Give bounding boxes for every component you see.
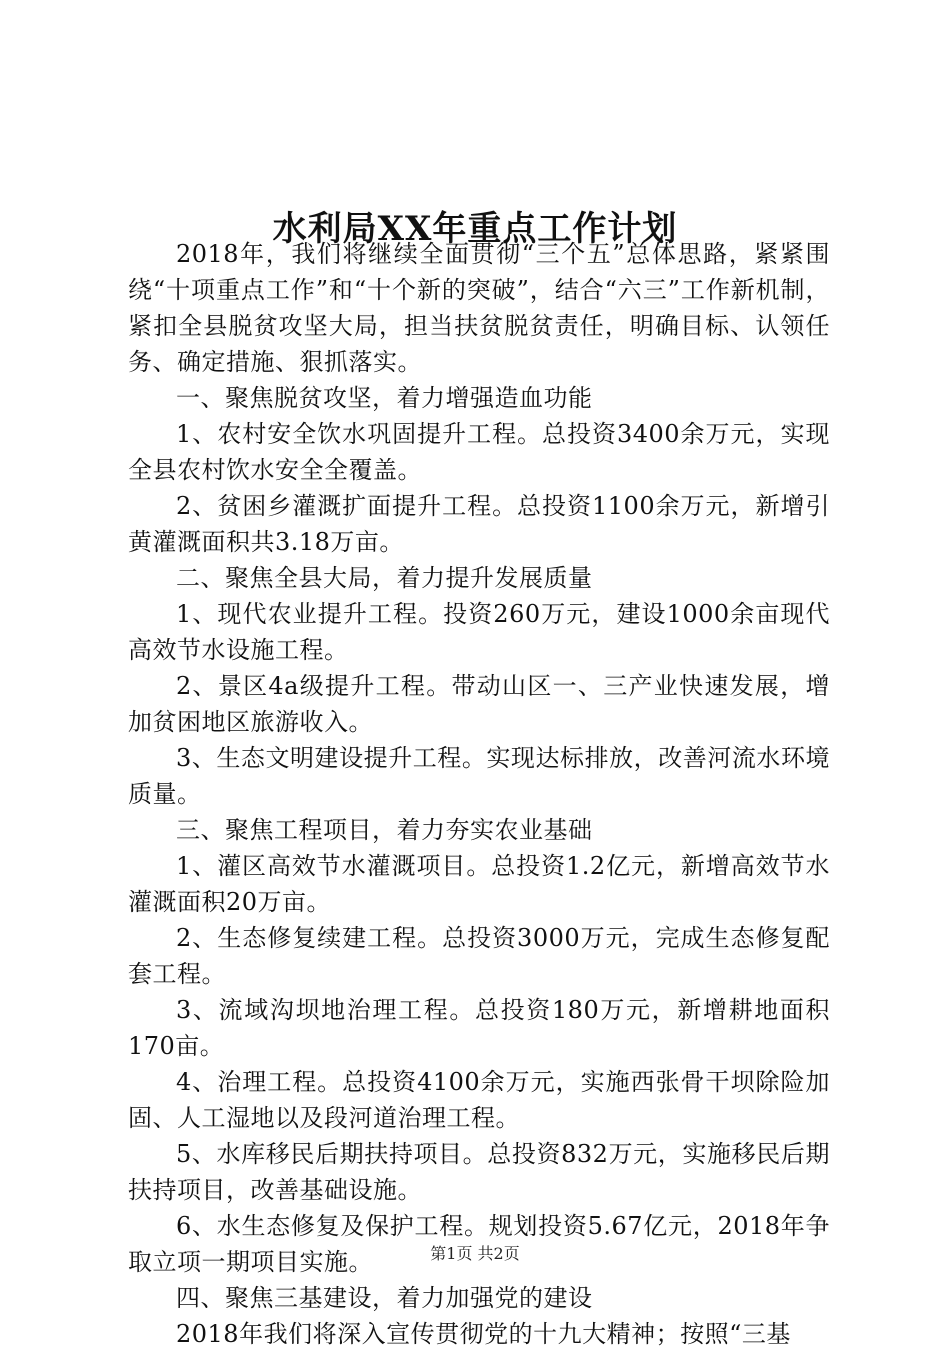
section-4-paragraph: 2018年我们将深入宣传贯彻党的十九大精神；按照“三基 — [176, 1320, 791, 1348]
section-heading-3: 三、聚焦工程项目，着力夯实农业基础 — [176, 816, 593, 844]
intro-paragraph: 2018年，我们将继续全面贯彻“三个五”总体思路，紧紧围绕“十项重点工作”和“十个新的突破”，结合“六三”工作新机制，紧扣全县脱贫攻坚大局，担当扶贫脱贫责任，明确目标、认领任务、确定措施、狠抓落实。 — [128, 240, 830, 376]
section-heading-2: 二、聚焦全县大局，着力提升发展质量 — [176, 564, 593, 592]
section-heading-4: 四、聚焦三基建设，着力加强党的建设 — [176, 1284, 593, 1312]
section-2-item-1: 1、现代农业提升工程。投资260万元，建设1000余亩现代高效节水设施工程。 — [128, 600, 830, 664]
section-3-item-1: 1、灌区高效节水灌溉项目。总投资1.2亿元，新增高效节水灌溉面积20万亩。 — [128, 852, 830, 916]
section-3-item-5: 5、水库移民后期扶持项目。总投资832万元，实施移民后期扶持项目，改善基础设施。 — [128, 1140, 830, 1204]
section-2-item-3: 3、生态文明建设提升工程。实现达标排放，改善河流水环境质量。 — [128, 744, 830, 808]
document-title: 水利局XX年重点工作计划 — [272, 208, 678, 249]
section-heading-1: 一、聚焦脱贫攻坚，着力增强造血功能 — [176, 384, 593, 412]
section-1-item-1: 1、农村安全饮水巩固提升工程。总投资3400余万元，实现全县农村饮水安全全覆盖。 — [128, 420, 830, 484]
section-1-item-2: 2、贫困乡灌溉扩面提升工程。总投资1100余万元，新增引黄灌溉面积共3.18万亩。 — [128, 492, 830, 556]
section-3-item-4: 4、治理工程。总投资4100余万元，实施西张骨干坝除险加固、人工湿地以及段河道治理工程。 — [128, 1068, 830, 1132]
page-footer: 第1页 共2页 — [430, 1244, 520, 1263]
document-body — [128, 236, 830, 1352]
section-2-item-2: 2、景区4a级提升工程。带动山区一、三产业快速发展，增加贫困地区旅游收入。 — [128, 672, 830, 736]
section-3-item-3: 3、流域沟坝地治理工程。总投资180万元，新增耕地面积170亩。 — [128, 996, 830, 1060]
section-3-item-2: 2、生态修复续建工程。总投资3000万元，完成生态修复配套工程。 — [128, 924, 830, 988]
section-3-item-6: 6、水生态修复及保护工程。规划投资5.67亿元，2018年争取立项一期项目实施。 — [128, 1212, 830, 1276]
